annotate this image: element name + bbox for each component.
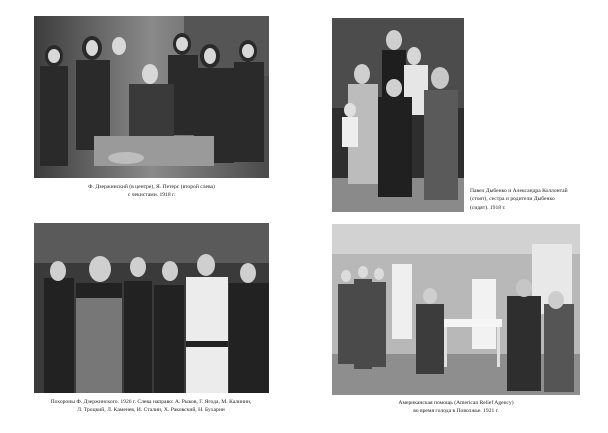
- photo-dzerzhinsky-funeral: [34, 223, 269, 393]
- photo-dybenko-kollontai: [332, 18, 464, 212]
- photo-image: [332, 224, 580, 395]
- photo-caption: Ф. Дзержинский (в центре), Я. Петерс (второй слева) с чекистами. 1918 г.: [88, 184, 215, 199]
- photo-volga-famine-relief: [332, 224, 580, 395]
- photo-caption: Американская помощь (American Relief Agency) во время голода в Поволжье. 1921 г.: [398, 400, 514, 415]
- photo-caption: Павел Дыбенко и Александра Коллонтай (стоят), сестра и родители Дыбенко (сидят). 1918 г.: [470, 188, 568, 211]
- photo-image: [34, 16, 269, 178]
- photo-image: [34, 223, 269, 393]
- photo-dzerzhinsky-chekists: [34, 16, 269, 178]
- photo-image: [332, 18, 464, 212]
- photo-caption: Похороны Ф. Дзержинского. 1926 г. Слева направо: А. Рыков, Г. Ягода, М. Калинин, Л. Троцкий, Л. Каменев, И. Сталин, Х. Раковский, Н. Бухарин: [50, 399, 252, 414]
